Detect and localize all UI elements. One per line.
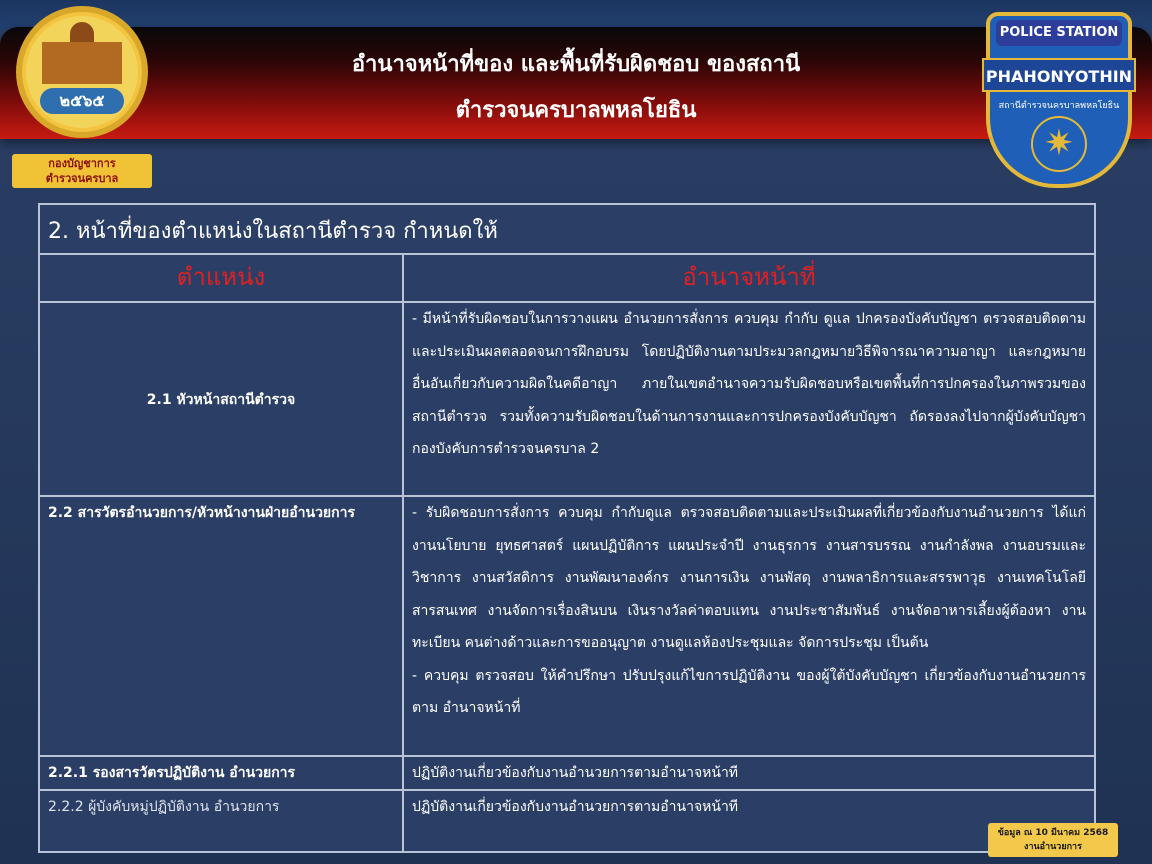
building-icon xyxy=(42,42,122,84)
data-date-note xyxy=(988,823,1118,857)
table-row-duty: ปฏิบัติงานเกี่ยวข้องกับงานอำนวยการตามอำนาจหน้าที xyxy=(403,756,1095,790)
table-heading: 2. หน้าที่ของตำแหน่งในสถานีตำรวจ กำหนดให้ xyxy=(39,204,1095,254)
badge-sub-text: สถานีตำรวจนครบาลพหลโยธิน xyxy=(998,101,1120,111)
emblem-label-line2: ตำรวจนครบาล xyxy=(45,172,119,185)
table-row-duty xyxy=(403,496,1095,756)
duty-table xyxy=(38,203,1096,853)
table-row-position: 2.2.2 ผู้บังคับหมู่ปฏิบัติงาน อำนวยการ xyxy=(39,790,403,852)
page-title-line1: อำนาจหน้าที่ของ และพื้นที่รับผิดชอบ ของสถานี xyxy=(351,52,801,77)
duty-paragraph: - รับผิดชอบการสั่งการ ควบคุม กำกับดูแล ตรวจสอบติดตามและประเมินผลที่เกี่ยวข้องกับงานอำนวยการ ได้แก่ งานนโยบาย ยุทธศาสตร์ แผนปฏิบัติการ แผนประจำปี งานธุรการ งานสารบรรณ งานกำลังพล งานอบรมและ วิชาการ งานสวัสดิการ งานพัฒนาองค์กร งานการเงิน งานพัสดุ งานพลาธิการและสรรพาวุธ งานเทคโนโลยีสารสนเทศ งานจัดการเรื่องสินบน เงินรางวัลค่าตอบแทน งานประชาสัมพันธ์ งานจัดอาหารเลี้ยงผู้ต้องหา งานทะเบียน คนต่างด้าวและการขออนุญาต งานดูแลห้องประชุมและ จัดการประชุม เป็นต้น xyxy=(412,505,1086,651)
star-icon: ✷ xyxy=(1031,116,1087,172)
data-date-line1: ข้อมูล ณ 10 มีนาคม 2568 xyxy=(997,828,1109,838)
police-station-badge xyxy=(986,12,1132,188)
top-band xyxy=(0,0,1152,30)
table-row-duty: - มีหน้าที่รับผิดชอบในการวางแผน อำนวยการสั่งการ ควบคุม กำกับ ดูแล ปกครองบังคับบัญชา ตรวจสอบติดตามและประเมินผลตลอดจนการฝึกอบรม โดยปฏิบัติงานตามประมวลกฎหมายวิธีพิจารณาความอาญา และกฎหมายอื่นอันเกี่ยวกับความผิดในคดีอาญา ภายในเขตอำนาจความรับผิดชอบหรือเขตพื้นที่การปกครองในภาพรวมของสถานีตำรวจ รวมทั้งความรับผิดชอบในด้านการงานและการปกครองบังคับบัญชา ถัดรองลงไปจากผู้บังคับบัญชา กองบังคับการตำรวจนครบาล 2 xyxy=(403,302,1095,496)
table-row-position: 2.2 สารวัตรอำนวยการ/หัวหน้างานฝ่ายอำนวยการ xyxy=(39,496,403,756)
metropolitan-police-emblem xyxy=(12,4,152,185)
data-date-line2: งานอำนวยการ xyxy=(1024,842,1082,852)
badge-top-text: POLICE STATION xyxy=(996,20,1122,46)
emblem-year: ๒๕๖๕ xyxy=(40,88,124,114)
emblem-label-line1: กองบัญชาการ xyxy=(48,157,116,170)
emblem-label xyxy=(12,154,152,188)
table-row-position: 2.2.1 รองสารวัตรปฏิบัติงาน อำนวยการ xyxy=(39,756,403,790)
table-row-position: 2.1 หัวหน้าสถานีตำรวจ xyxy=(39,302,403,496)
page-title-line2: ตำรวจนครบาลพหลโยธิน xyxy=(455,98,697,123)
column-header-duty: อำนาจหน้าที่ xyxy=(403,254,1095,302)
badge-main-text: PHAHONYOTHIN xyxy=(982,58,1136,92)
duty-paragraph: - ควบคุม ตรวจสอบ ให้คำปรึกษา ปรับปรุงแก้ไขการปฏิบัติงาน ของผู้ใต้บังคับบัญชา เกี่ยวข้องกับงานอำนวยการตาม อำนาจหน้าที่ xyxy=(412,667,1086,716)
table-row-duty: ปฏิบัติงานเกี่ยวข้องกับงานอำนวยการตามอำนาจหน้าที xyxy=(403,790,1095,852)
column-header-position: ตำแหน่ง xyxy=(39,254,403,302)
